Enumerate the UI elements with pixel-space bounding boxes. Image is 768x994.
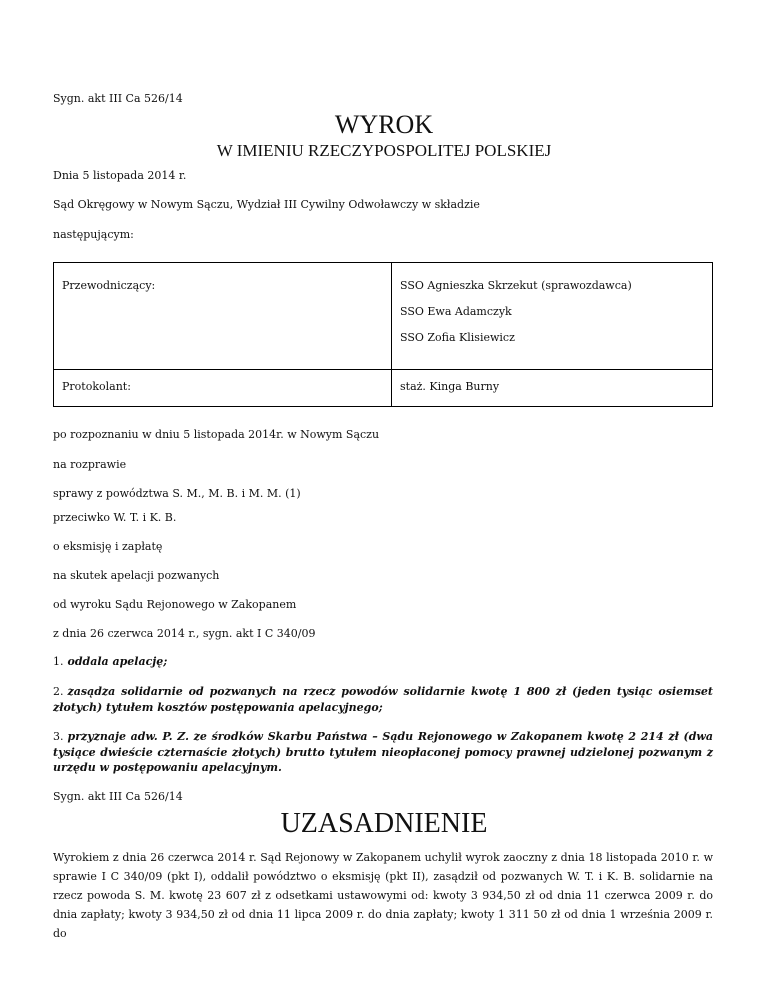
judge-name: SSO Agnieszka Skrzekut (sprawozdawca): [400, 279, 632, 292]
proceedings-line: sprawy z powództwa S. M., M. B. i M. M. (1): [53, 487, 301, 500]
justification-title: UZASADNIENIE: [280, 808, 488, 839]
court-line: Sąd Okręgowy w Nowym Sączu, Wydział III Cywilny Odwoławczy w składzie: [53, 198, 480, 211]
ruling-text: zasądza solidarnie od pozwanych na rzecz powodów solidarnie kwotę 1 800 zł (jeden tysiąc osiemset złotych) tytułem kosztów postępowania apelacyjnego;: [53, 685, 713, 714]
ruling-number: 2.: [53, 685, 64, 698]
judge-name: SSO Zofia Klisiewicz: [400, 331, 515, 344]
proceedings-line: z dnia 26 czerwca 2014 r., sygn. akt I C 340/09: [53, 627, 316, 640]
court-composition-table: [53, 262, 713, 407]
following-line: następującym:: [53, 228, 134, 241]
case-signature: Sygn. akt III Ca 526/14: [53, 92, 183, 105]
presiding-label: Przewodniczący:: [62, 279, 156, 292]
presiding-label-cell: [54, 263, 392, 370]
recorder-label: Protokolant:: [62, 380, 131, 393]
ruling-number: 1.: [53, 655, 64, 668]
proceedings-line: o eksmisję i zapłatę: [53, 540, 163, 553]
ruling-text: przyznaje adw. P. Z. ze środków Skarbu Państwa – Sądu Rejonowego w Zakopanem kwotę 2 214 zł (dwa tysiące dwieście czternaście złotych) brutto tytułem nieopłaconej pomocy prawnej udzielonej pozwanym z urzędu w postępowaniu apelacyjnym.: [53, 730, 713, 774]
proceedings-line: na rozprawie: [53, 458, 127, 471]
date-line: Dnia 5 listopada 2014 r.: [53, 169, 187, 182]
ruling-item: [53, 654, 713, 670]
justification-paragraph: Wyrokiem z dnia 26 czerwca 2014 r. Sąd Rejonowy w Zakopanem uchylił wyrok zaoczny z dnia 18 listopada 2010 r. w sprawie I C 340/09 (pkt I), oddalił powództwo o eksmisję (pkt II), zasądził od pozwanych W. T. i K. B. solidarnie na rzecz powoda S. M. kwotę 23 607 zł z odsetkami ustawowymi od: kwoty 3 934,50 zł od dnia 11 czerwca 2009 r. do dnia zapłaty; kwoty 3 934,50 zł od dnia 11 lipca 2009 r. do dnia zapłaty; kwoty 1 311 50 zł od dnia 1 września 2009 r. do: [53, 851, 713, 940]
ruling-number: 3.: [53, 730, 64, 743]
document-title: WYROK: [334, 110, 434, 139]
judges-cell: [392, 263, 713, 370]
recorder-name: staż. Kinga Burny: [400, 380, 500, 393]
ruling-text: oddala apelację;: [67, 655, 168, 668]
document-subtitle: W IMIENIU RZECZYPOSPOLITEJ POLSKIEJ: [216, 141, 552, 160]
recorder-cell: [392, 370, 713, 407]
proceedings-line: od wyroku Sądu Rejonowego w Zakopanem: [53, 598, 297, 611]
ruling-item: [53, 684, 713, 715]
proceedings-line: po rozpoznaniu w dniu 5 listopada 2014r. w Nowym Sączu: [53, 428, 380, 441]
recorder-label-cell: [54, 370, 392, 407]
judge-name: SSO Ewa Adamczyk: [400, 305, 512, 318]
proceedings-line: przeciwko W. T. i K. B.: [53, 511, 177, 524]
proceedings-line: na skutek apelacji pozwanych: [53, 569, 220, 582]
case-signature-repeat: Sygn. akt III Ca 526/14: [53, 790, 183, 803]
ruling-item: [53, 729, 713, 776]
